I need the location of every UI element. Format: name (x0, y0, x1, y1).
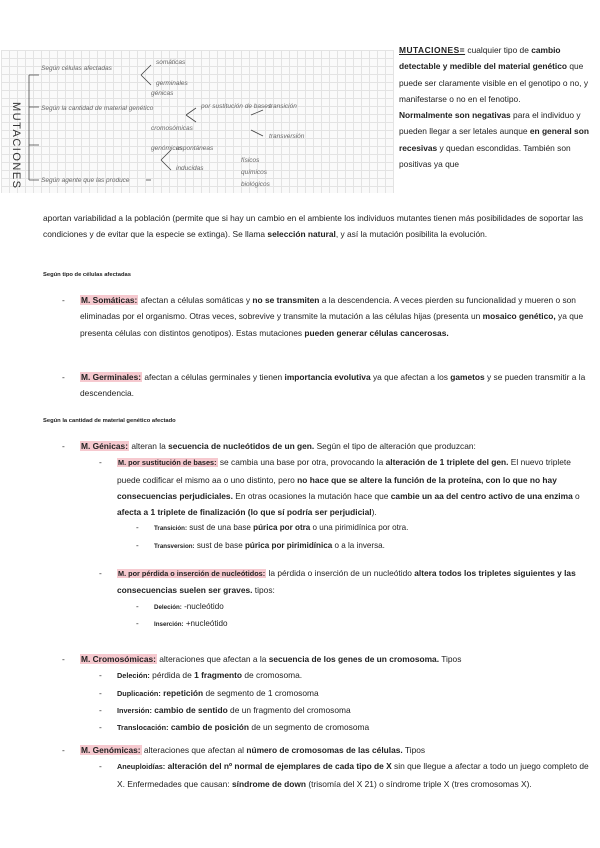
intro-text: , y así la mutación posibilita la evolución. (335, 229, 488, 240)
text: sust de base (194, 540, 245, 550)
term-label: Inserción: (154, 620, 184, 628)
bullet-dash: - (136, 523, 139, 533)
bullet-dash: - (99, 704, 102, 715)
sub-sub-item-insercion (117, 616, 591, 633)
scribble-9: cromosómicas (151, 125, 193, 132)
bullet-dash: - (99, 687, 102, 698)
list-item-germinales (43, 369, 591, 402)
bold-text: no hace que se altere la función de la proteína, con lo que no hay consecuencias perjudiciales. (117, 474, 557, 501)
bold-text: secuencia de los genes de un cromosoma. (268, 654, 440, 664)
sub-item-translocacion (80, 719, 591, 736)
list-item-genomicas (43, 742, 591, 792)
bold-text: púrica por pirimidínica (244, 540, 333, 550)
intro-bold: cambio detectable y medible del material genético (399, 45, 568, 72)
scribble-15: químicos (241, 169, 268, 176)
term-label: Transversion: (154, 542, 195, 550)
term-label: M. por sustitución de bases: (118, 458, 217, 468)
bold-text: 1 fragmento (194, 670, 243, 681)
bold-text: pueden generar células cancerosas. (304, 327, 449, 338)
text: alteraciones que afectan al (141, 745, 247, 755)
term-label: M. Génicas: (81, 441, 129, 451)
term-label: M. Somáticas: (81, 295, 138, 305)
text: ya que afectan a los (370, 372, 451, 382)
scribble-11: Según agente que las produce (41, 177, 130, 184)
text: Según el tipo de alteración que produzcan: (314, 441, 476, 451)
list-item-cromosomicas (43, 651, 591, 736)
term-label: M. por pérdida o inserción de nucleótidos: (118, 569, 266, 579)
bold-text: importancia evolutiva (284, 372, 371, 382)
bold-text: no se transmiten (252, 295, 320, 305)
term-label: Inversión: (117, 705, 152, 715)
bullet-dash: - (99, 670, 102, 681)
text: ). (371, 507, 377, 518)
text: de segmento de 1 cromosoma (203, 687, 319, 698)
text: de un fragmento del cromosoma (227, 704, 351, 715)
term-label: Deleción: (154, 603, 182, 611)
scribble-12: espontáneas (176, 145, 214, 152)
scribble-8: transversión (269, 133, 305, 140)
bullet-dash: - (62, 745, 65, 755)
text: tipos: (252, 585, 275, 596)
vertical-label: MUTACIONES (10, 102, 22, 190)
bold-text: cambie un aa del centro activo de una enzima (390, 490, 573, 501)
term-label: Duplicación: (117, 688, 161, 698)
text: o una pirimidínica por otra. (310, 523, 409, 533)
sub-sub-item-transversion (117, 538, 591, 555)
bold-text: afecta a 1 triplete de finalización (lo que sí podría ser perjudicial (117, 507, 372, 518)
section-heading: Según la cantidad de material genético afectado (43, 418, 176, 424)
text: a la descendencia. A veces pierden su funcionalidad y mueren o son eliminadas por el organismo. Otras veces, sobrevive y transmite la mutación a las células hijas (presenta un (80, 295, 576, 322)
sub-item-duplicacion (80, 685, 591, 702)
bold-text: altera todos los tripletes siguientes y las consecuencias suelen ser graves. (117, 568, 576, 596)
text: se cambia una base por otra, provocando la (217, 457, 386, 468)
text: y se pueden transmitir a la descendencia. (80, 372, 586, 399)
text: sin que llegue a afectar a todo un juego completo de X. Enfermedades que causan: (117, 761, 589, 789)
scribble-13: inducidas (176, 165, 204, 172)
bold-text: alteración de 1 triplete del gen. (385, 457, 509, 468)
sub-item-inversion (80, 702, 591, 719)
sub-item-sustitucion (80, 454, 591, 555)
text: afectan a células germinales y tienen (142, 372, 285, 382)
scribble-7: transición (269, 103, 297, 110)
text: pérdida de (149, 670, 195, 681)
text: sust de una base (187, 523, 254, 533)
scribble-4: Según la cantidad de material genético (41, 105, 154, 112)
page-title: MUTACIONES= (399, 45, 466, 55)
list-item-genicas (43, 438, 591, 633)
bullet-dash: - (136, 540, 139, 550)
scribble-14: físicos (241, 157, 260, 164)
intro-text: aportan variabilidad a la población (permite que si hay un cambio en el ambiente los individuos mutantes tienen más posibilidades de soportar las condiciones y de evitar que la especie se extinga). Se llama (43, 213, 584, 240)
term-label: M. Genómicas: (81, 745, 141, 755)
intro-text: y quedan escondidas. También son positivas ya que (399, 142, 571, 170)
bullet-dash: - (136, 618, 139, 628)
bullet-dash: - (99, 457, 102, 468)
sub-item-aneuploidias (80, 758, 591, 792)
scribble-2: somáticas (156, 59, 186, 66)
term-label: M. Germinales: (81, 372, 142, 382)
bold-text: número de cromosomas de las células. (246, 745, 403, 755)
bold-text: síndrome de down (232, 778, 306, 789)
text: (trisomía del X 21) o síndrome triple X (tres cromosomas X). (306, 778, 532, 789)
bold-text: alteración del nº normal de ejemplares de cada tipo de X (165, 761, 392, 772)
bullet-dash: - (99, 761, 102, 772)
text: la pérdida o inserción de un nucleótido (266, 568, 415, 579)
bullet-dash: - (62, 654, 65, 664)
sub-item-perdida (80, 565, 591, 633)
text: Tipos (439, 654, 462, 664)
intro-text: que puede ser claramente visible en el genotipo o no, y manifestarse o no en el fenotipo. (399, 61, 589, 104)
scribble-6: por sustitución de bases (201, 103, 272, 110)
sub-sub-item-transicion (117, 520, 591, 537)
intro-text: cualquier tipo de (465, 45, 532, 55)
text: -nucleótido (181, 601, 224, 611)
intro-continuation (43, 210, 588, 243)
section-heading: Según tipo de células afectadas (43, 272, 131, 278)
text: ya que presenta células con distintos genotipos). Estas mutaciones (80, 311, 584, 338)
concept-map-sketch (1, 50, 394, 193)
intro-bold: Normalmente son negativas (399, 110, 511, 121)
bullet-dash: - (62, 372, 65, 382)
text: afectan a células somáticas y (138, 295, 253, 305)
bullet-dash: - (62, 295, 65, 305)
term-label: Translocación: (117, 723, 169, 733)
term-label: M. Cromosómicas: (81, 654, 156, 664)
bold-text: cambio de posición (170, 722, 250, 733)
text: de un segmento de cromosoma (249, 722, 370, 733)
text: En otras ocasiones la mutación hace que (232, 490, 391, 501)
text: El nuevo triplete puede codificar el mismo aa o uno distinto, pero (117, 457, 571, 485)
intro-bold: en general son recesivas (399, 126, 589, 153)
term-label: Deleción: (117, 671, 150, 681)
scribble-1: Según células afectadas (41, 65, 112, 72)
bullet-dash: - (99, 568, 102, 579)
intro-paragraph (399, 42, 595, 172)
scribble-5: génicas (151, 90, 174, 97)
text: o a la inversa. (332, 540, 385, 550)
concept-map-image (1, 50, 394, 193)
text: +nucleótido (183, 618, 228, 628)
term-label: Aneuploidías: (117, 762, 166, 772)
intro-bold: selección natural (267, 229, 336, 240)
bullet-dash: - (99, 722, 102, 733)
text: o (572, 490, 580, 501)
sub-sub-item-delecion (117, 599, 591, 616)
bold-text: mosaico genético, (482, 311, 556, 322)
scribble-10: genómicas (151, 145, 183, 152)
scribble-16: biológicos (241, 181, 270, 188)
bold-text: cambio de sentido (154, 704, 228, 715)
sub-item-delecion (80, 667, 591, 684)
bold-text: púrica por otra (253, 523, 311, 533)
bullet-dash: - (136, 601, 139, 611)
list-item-somaticas (43, 292, 591, 341)
bullet-dash: - (62, 441, 65, 451)
bold-text: gametos (450, 372, 485, 382)
text: Tipos (402, 745, 426, 755)
text: de cromosoma. (242, 670, 303, 681)
bold-text: repetición (163, 687, 204, 698)
scribble-3: germinales (156, 80, 188, 87)
term-label: Transición: (154, 525, 188, 533)
text: alteran la (129, 441, 169, 451)
intro-text: para el individuo y pueden llegar a ser letales aunque (399, 110, 581, 137)
bold-text: secuencia de nucleótidos de un gen. (168, 441, 315, 451)
text: alteraciones que afectan a la (156, 654, 269, 664)
